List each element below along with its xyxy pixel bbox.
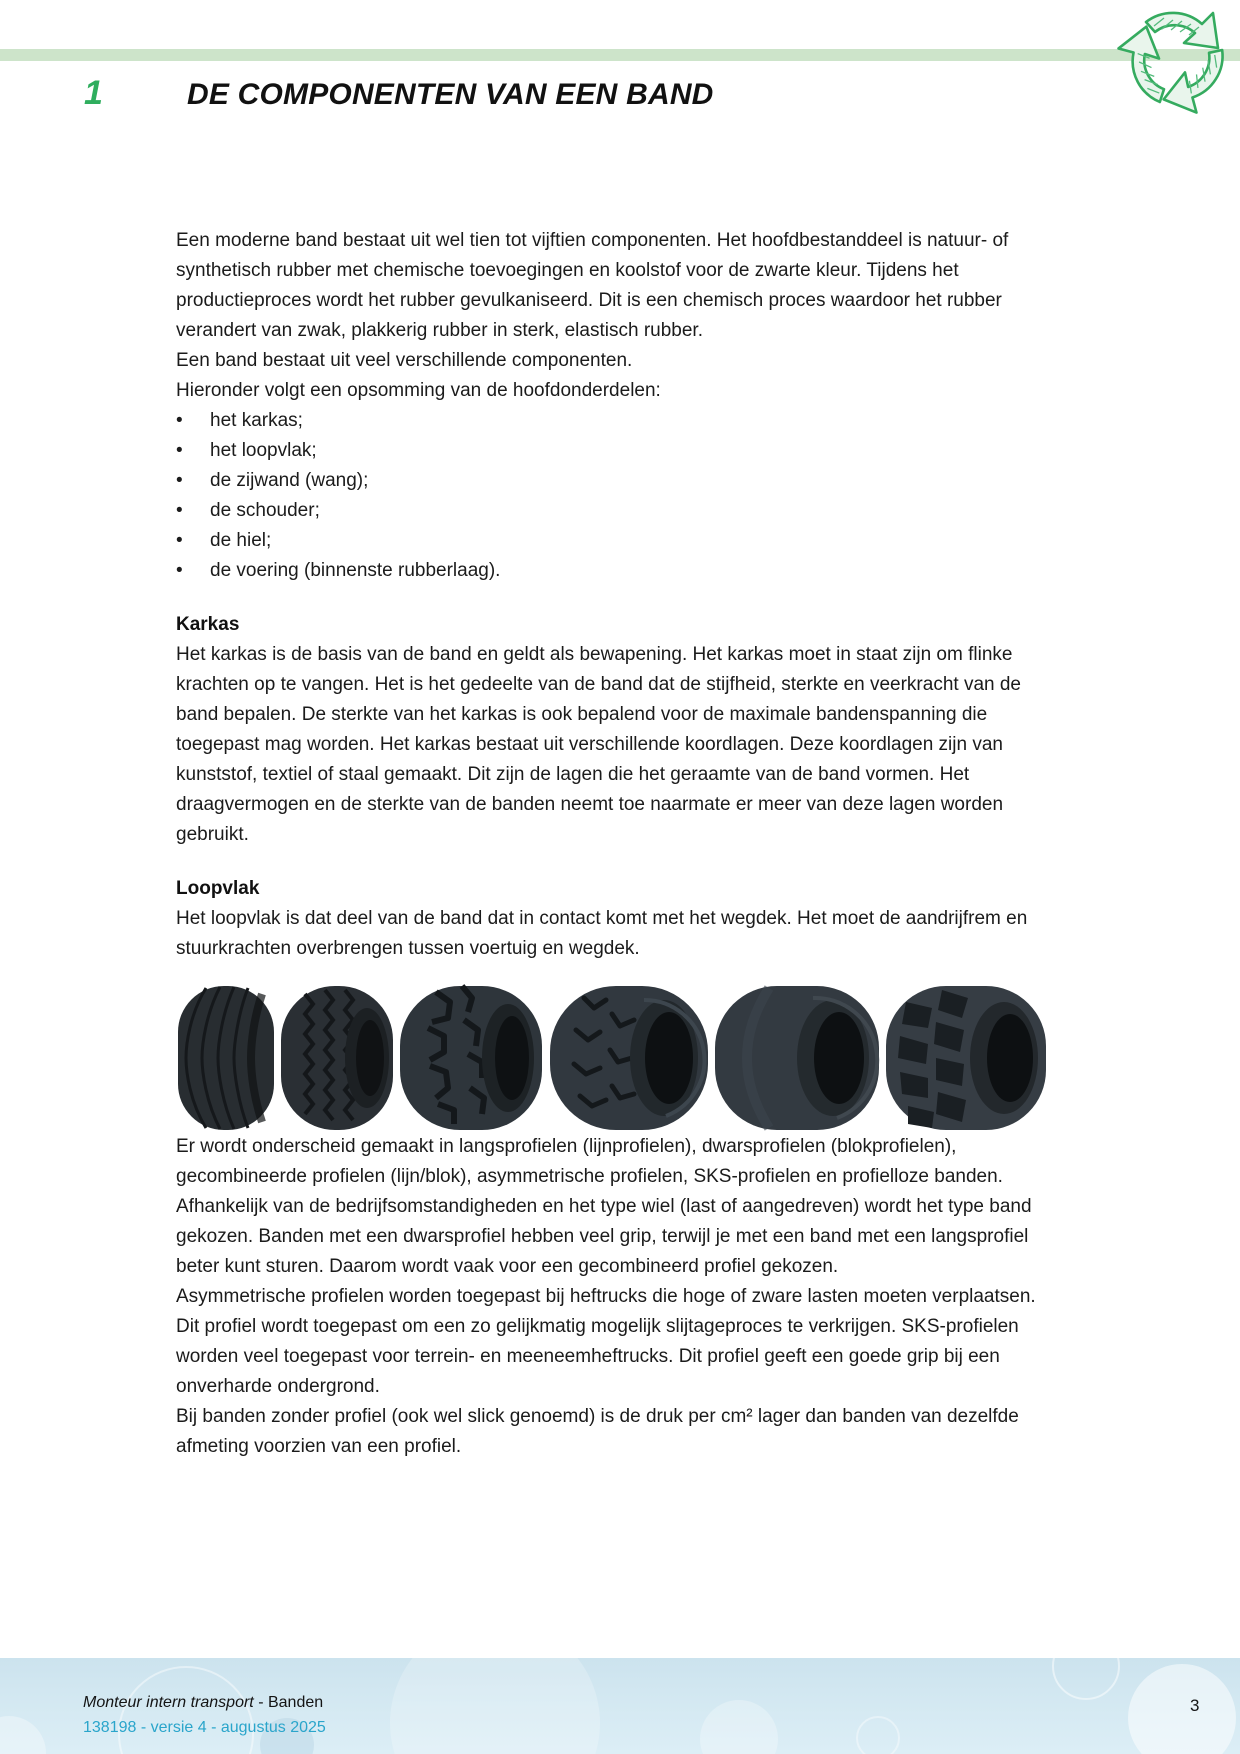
chapter-number: 1 — [84, 74, 103, 112]
tire-image-asymmetrisch-profiel — [548, 984, 710, 1132]
section-body-karkas: Het karkas is de basis van de band en geldt als bewapening. Het karkas moet in staat zijn om flinke krachten op te vangen. Het is het gedeelte van de band dat de stijfheid, sterkte en veerkracht van de band bepalen. De sterkte van het karkas is ook bepalend voor de maximale bandenspanning die toegepast mag worden. Het karkas bestaat uit verschillende koordlagen. Deze koordlagen zijn van kunststof, textiel of staal gemaakt. Dit zijn de lagen die het geraamte van de band vormen. Het draagvermogen en de sterkte van de banden neemt toe naarmate er meer van deze lagen worden gebruikt. — [176, 644, 1021, 845]
list-item-label: het loopvlak; — [210, 440, 317, 461]
bullet-icon: • — [176, 560, 183, 581]
list-intro-line-2: Hieronder volgt een opsomming van de hoofdonderdelen: — [176, 380, 661, 401]
page-footer — [0, 1658, 1240, 1754]
intro-paragraph: Een moderne band bestaat uit wel tien tot vijftien componenten. Het hoofdbestanddeel is natuur- of synthetisch rubber met chemische toevoegingen en koolstof voor de zwarte kleur. Tijdens het productieproces wordt het rubber gevulkaniseerd. Dit is een chemisch proces waardoor het rubber verandert van zwak, plakkerig rubber in sterk, elastisch rubber. — [176, 230, 1009, 341]
profiles-paragraph-1: Er wordt onderscheid gemaakt in langsprofielen (lijnprofielen), dwarsprofielen (blokprofielen), gecombineerde profielen (lijn/blok), asymmetrische profielen, SKS-profielen en profielloze banden. Afhankelijk van de bedrijfsomstandigheden en het type wiel (last of aangedreven) wordt het type band gekozen. Banden met een dwarsprofiel hebben veel grip, terwijl je met een band met een langsprofiel beter kunt sturen. Daarom wordt vaak voor een gecombineerd profiel gekozen. — [176, 1136, 1032, 1277]
section-body-loopvlak: Het loopvlak is dat deel van de band dat in contact komt met het wegdek. Het moet de aandrijfrem en stuurkrachten overbrengen tussen voertuig en wegdek. — [176, 908, 1028, 959]
list-item — [176, 436, 1048, 466]
bubble-decoration — [1128, 1664, 1236, 1754]
footer-course-title: Monteur intern transport — [83, 1694, 254, 1711]
footer-version-line: 138198 - versie 4 - augustus 2025 — [83, 1719, 326, 1736]
list-item-label: de schouder; — [210, 500, 320, 521]
bullet-icon: • — [176, 410, 183, 431]
bubble-decoration — [700, 1700, 778, 1754]
list-item — [176, 496, 1048, 526]
bubble-decoration — [390, 1658, 600, 1754]
page-title: DE COMPONENTEN VAN EEN BAND — [187, 78, 714, 111]
bullet-icon: • — [176, 530, 183, 551]
list-item — [176, 556, 1048, 586]
component-list — [176, 406, 1048, 586]
tire-image-lijnprofiel — [176, 984, 276, 1132]
section-heading-loopvlak: Loopvlak — [176, 878, 260, 899]
main-content — [176, 226, 1048, 1462]
header-divider-bar — [0, 49, 1240, 61]
tire-profile-images — [176, 982, 1048, 1132]
footer-course-suffix: - Banden — [253, 1694, 324, 1711]
list-intro — [176, 346, 1048, 406]
tire-image-sks-profiel — [884, 984, 1048, 1132]
profiles-paragraph-3: Bij banden zonder profiel (ook wel slick genoemd) is de druk per cm² lager dan banden van dezelfde afmeting voorzien van een profiel. — [176, 1406, 1019, 1457]
bullet-icon: • — [176, 470, 183, 491]
tire-image-gecombineerd-profiel — [279, 984, 395, 1132]
list-item-label: de voering (binnenste rubberlaag). — [210, 560, 501, 581]
list-item-label: de hiel; — [210, 530, 272, 551]
list-item — [176, 526, 1048, 556]
bullet-icon: • — [176, 440, 183, 461]
bullet-icon: • — [176, 500, 183, 521]
section-heading-karkas: Karkas — [176, 614, 240, 635]
page-number: 3 — [1190, 1696, 1200, 1715]
list-item — [176, 466, 1048, 496]
bubble-decoration — [0, 1716, 46, 1754]
profiles-paragraph-2: Asymmetrische profielen worden toegepast bij heftrucks die hoge of zware lasten moeten verplaatsen. Dit profiel wordt toegepast om een zo gelijkmatig mogelijk slijtageproces te verkrijgen. SKS-profielen worden veel toegepast voor terrein- en meeneemheftrucks. Dit profiel geeft een goede grip bij een onverharde ondergrond. — [176, 1286, 1036, 1397]
footer-course-line — [83, 1690, 326, 1715]
footer-text — [83, 1690, 326, 1740]
bubble-decoration — [1052, 1658, 1120, 1700]
list-item-label: het karkas; — [210, 410, 303, 431]
recycle-arrows-icon — [1098, 0, 1240, 124]
tire-image-profielloos-slick — [713, 984, 881, 1132]
bubble-decoration — [856, 1716, 900, 1754]
list-item — [176, 406, 1048, 436]
tire-image-blokprofiel — [398, 984, 544, 1132]
list-intro-line-1: Een band bestaat uit veel verschillende componenten. — [176, 350, 633, 371]
list-item-label: de zijwand (wang); — [210, 470, 369, 491]
